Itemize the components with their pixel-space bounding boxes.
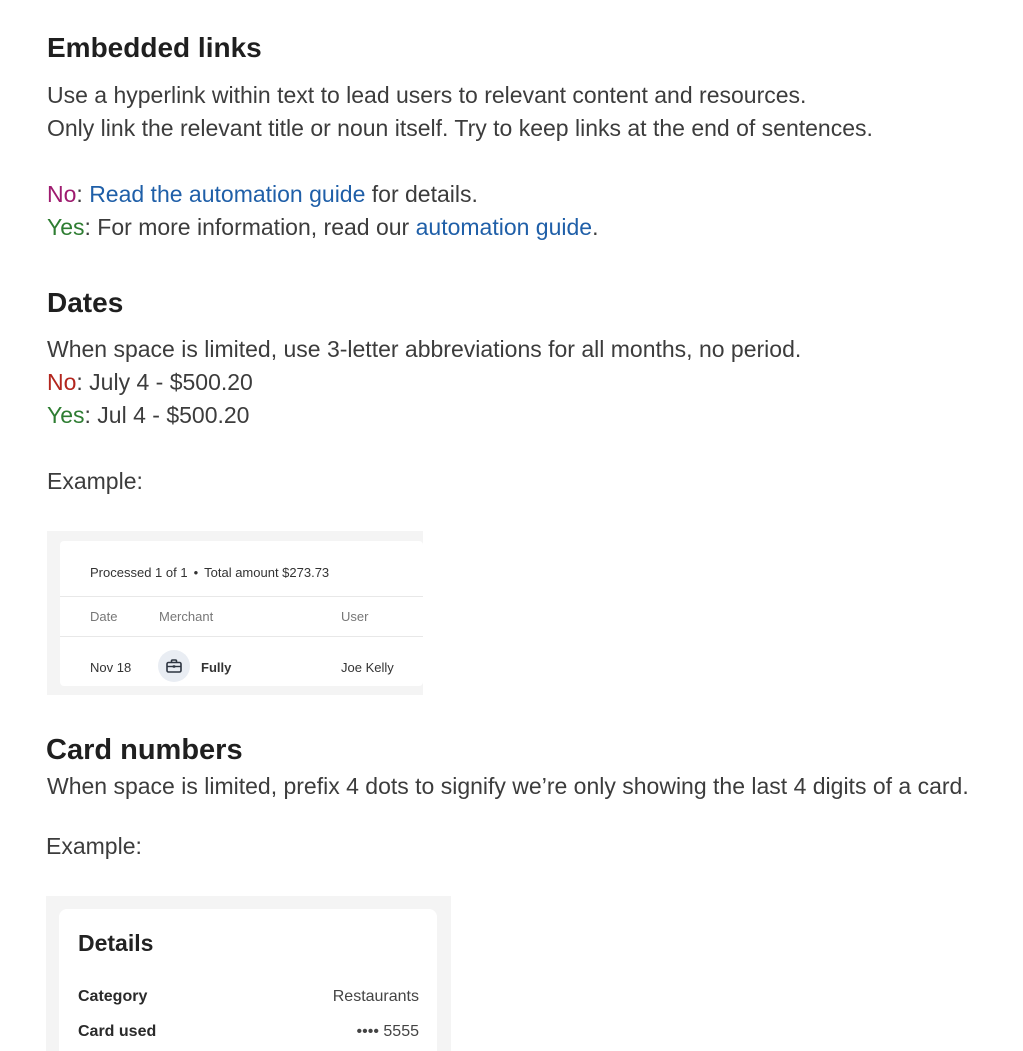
yes-label: Yes (47, 402, 85, 428)
colon: : (76, 181, 90, 207)
column-header-user: User (341, 609, 369, 624)
no-label: No (47, 181, 77, 207)
cell-date: Nov 18 (90, 660, 132, 675)
category-value: Restaurants (332, 988, 419, 1005)
cell-merchant: Fully (201, 660, 232, 675)
card-numbers-example-screenshot (46, 896, 451, 1051)
divider (60, 636, 423, 637)
embedded-links-line-2: Only link the relevant title or noun itself. Try to keep links at the end of sentences. (47, 115, 873, 141)
no-label: No (47, 369, 77, 395)
cell-user: Joe Kelly (341, 660, 394, 675)
transactions-card (60, 541, 423, 686)
details-title: Details (78, 930, 154, 956)
card-numbers-example-label: Example: (46, 833, 142, 859)
column-header-date: Date (90, 609, 118, 624)
briefcase-icon (158, 650, 190, 682)
yes-text: : For more information, read our (84, 214, 416, 240)
dates-example-label: Example: (47, 468, 143, 494)
embedded-links-line-1: Use a hyperlink within text to lead users to relevant content and resources. (47, 82, 807, 108)
dates-line-1: When space is limited, use 3-letter abbreviations for all months, no period. (47, 336, 802, 362)
dates-example-screenshot (47, 531, 423, 695)
card-used-label: Card used (78, 1023, 157, 1040)
embedded-links-no-example (47, 178, 478, 211)
separator-dot: • (193, 565, 199, 580)
summary-line (90, 565, 329, 580)
no-rest-text: for details. (365, 181, 478, 207)
automation-guide-link-no[interactable]: Read the automation guide (89, 181, 366, 207)
dates-no-example (47, 366, 253, 399)
total-amount: Total amount $273.73 (204, 565, 330, 580)
card-used-value: •••• 5555 (356, 1023, 419, 1040)
dates-heading: Dates (47, 287, 124, 318)
yes-label: Yes (47, 214, 85, 240)
divider (60, 596, 423, 597)
automation-guide-link-yes[interactable]: automation guide (415, 214, 593, 240)
dates-yes-example (47, 399, 249, 432)
card-numbers-line-1: When space is limited, prefix 4 dots to signify we’re only showing the last 4 digits of a card. (47, 773, 969, 799)
details-card (59, 909, 437, 1051)
category-label: Category (78, 988, 148, 1005)
processed-count: Processed 1 of 1 (90, 565, 188, 580)
column-header-merchant: Merchant (159, 609, 214, 624)
card-numbers-heading: Card numbers (46, 734, 243, 766)
yes-text: : Jul 4 - $500.20 (84, 402, 250, 428)
embedded-links-yes-example (47, 211, 598, 244)
embedded-links-heading: Embedded links (47, 32, 262, 63)
no-text: : July 4 - $500.20 (76, 369, 253, 395)
yes-end-text: . (592, 214, 599, 240)
